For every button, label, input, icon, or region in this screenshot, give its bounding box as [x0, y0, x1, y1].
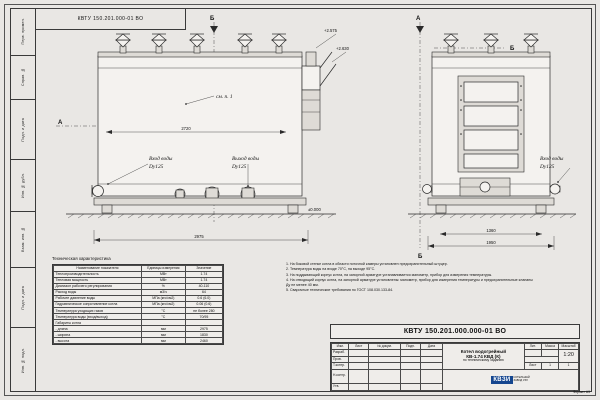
tech-cell: 40-110 [185, 283, 222, 289]
inlet-left-line2: Dy125 [149, 164, 164, 170]
tech-cell: °С [141, 314, 185, 320]
tech-cell: Габариты котла [54, 320, 142, 326]
left-cell-4 [10, 212, 36, 268]
stamp-col-podp: Подп. [401, 344, 421, 350]
tech-cell: 70/95 [185, 314, 222, 320]
stamp-cell [349, 383, 369, 391]
tech-header-2: Значение [185, 266, 222, 272]
note-item: 2. Температура воды на входе 70°С, на выходе 95°С. [286, 267, 376, 272]
top-designation-label: КВТУ 150.201.000-01 ВО [77, 15, 144, 22]
company-logo-icon: КВЗИ [493, 376, 511, 383]
note-item: 5. Сварочные технические требования по ГОСТ 108.030.133-84. [286, 288, 394, 293]
note-item: 4. На отводящий корпус котла, на запорной арматуре установлены: манометр, прибор для измерения температуры и предохранительные клапаны Ду не менее 40 мм. [286, 278, 533, 287]
tech-cell: мм [141, 332, 185, 338]
outlet-left-line2: Dy125 [232, 164, 247, 170]
left-cell-0 [10, 8, 36, 56]
stamp-title-line3: по техническому заданию [462, 358, 504, 363]
tech-table [52, 264, 224, 345]
note-ref-label: см. п. 1 [216, 94, 233, 100]
stamp-role: Т.контр. [332, 363, 349, 369]
elev-top2-label: +2.630 [336, 46, 349, 51]
inlet-left-line1: Вход воды [149, 156, 173, 162]
stamp-cell [369, 383, 401, 391]
note-item: 3. На поддывающий корпус котла, на запорной арматуре устанавливается манометр, прибор для измерения температуры. [286, 272, 493, 277]
section-mark-b-side: Б [418, 254, 423, 260]
left-cell-2 [10, 100, 36, 160]
elev-zero-label: ±0.000 [308, 207, 321, 212]
tech-cell: - ширина [54, 332, 142, 338]
tech-header-1: Единицы измерения [141, 266, 185, 272]
stamp-title-line2: КВ-1.74 КВД (К) [466, 354, 501, 360]
tech-cell: 1.74 [185, 277, 222, 283]
inlet-right-line2: Dy125 [540, 164, 555, 170]
stamp-mass-label: Масса [541, 344, 558, 350]
stamp-sheets-value: 1 [559, 363, 579, 369]
stamp-role: Разраб. [332, 350, 349, 356]
company-logo-cell [443, 369, 579, 390]
tech-cell: Диапазон рабочего регулирования [54, 283, 142, 289]
tech-cell: 1.74 [185, 271, 222, 277]
tech-cell: % [141, 283, 185, 289]
dim-front-bottom-label: 2975 [194, 234, 204, 239]
designation-box [330, 324, 580, 339]
tech-cell: МПа (кгс/см2) [141, 295, 185, 301]
dim-side-outer [428, 236, 554, 250]
tech-cell: °С [141, 308, 185, 314]
tech-cell: мм [141, 326, 185, 332]
title-block-stamp [330, 342, 580, 392]
left-cell-1 [10, 56, 36, 100]
left-cell-label-3: Инв. № дубл. [21, 173, 25, 198]
tech-cell: 0.6 (6.0) [185, 295, 222, 301]
side-top-nozzles [444, 34, 538, 53]
tech-cell: м3/ч [141, 289, 185, 295]
tech-cell: Температура уходящих газов [54, 308, 142, 314]
table-row [54, 338, 223, 344]
section-mark-a-front: А [58, 120, 63, 126]
stamp-col-list: Лист [349, 344, 369, 350]
tech-cell: мм [141, 338, 185, 344]
tech-header-0: Наименование показателя [54, 266, 142, 272]
tech-cell: 0.06 (0.6) [185, 301, 222, 307]
designation-label: КВТУ 150.201.000.000-01 ВО [403, 328, 507, 335]
stamp-scale-label: Масштаб [559, 344, 579, 350]
stamp-lit-label: Лит. [524, 344, 541, 350]
tech-cell: МПа (кгс/см2) [141, 301, 185, 307]
tech-cell: Температура воды (вход/выход) [54, 314, 142, 320]
left-cell-6 [10, 328, 36, 392]
front-inlet-nozzle [92, 185, 104, 197]
tech-cell: 64 [185, 289, 222, 295]
left-cell-label-5: Подп. и дата [21, 285, 25, 310]
outlet-left-line1: Выход воды [232, 156, 260, 162]
company-line2: ЗАВОД УЗЛ [513, 378, 528, 382]
tech-table-title: Техническая характеристика [52, 256, 111, 261]
tech-cell: 1830 [185, 332, 222, 338]
elev-top-label: +2.575 [324, 28, 337, 33]
tech-cell: Теплопроизводительность [54, 271, 142, 277]
stamp-cell [369, 369, 401, 383]
section-mark-a-side: А [416, 16, 421, 22]
stamp-role: Утв. [332, 383, 349, 391]
format-label: Формат А3 [572, 390, 590, 394]
stamp-col-izm: Изм. [332, 344, 349, 350]
section-mark-b-front: Б [210, 16, 215, 22]
stamp-title-line1: Котел водогрейный [460, 349, 507, 355]
dim-front-bottom [94, 230, 308, 244]
tech-cell: Гидравлическое сопротивление котла [54, 301, 142, 307]
stamp-cell [401, 383, 421, 391]
drawing-area [36, 8, 592, 392]
tech-cell: не более 280 [185, 308, 222, 314]
tech-cell: МВт [141, 271, 185, 277]
company-line1: КОТЕЛЬНЫЙ [513, 375, 530, 379]
dim-side-inner-label: 1360 [486, 228, 496, 233]
tech-cell: МВт [141, 277, 185, 283]
front-top-nozzles [116, 34, 286, 53]
inlet-right-line1: Вход воды [540, 156, 564, 162]
tech-cell: - длина [54, 326, 142, 332]
technical-notes [286, 262, 534, 294]
dim-front-top-label: 2720 [181, 126, 191, 131]
stamp-cell [420, 383, 442, 391]
stamp-sheet-label: Лист [524, 363, 541, 369]
stamp-cell [420, 369, 442, 383]
left-cell-label-4: Взам. инв. № [21, 227, 25, 252]
stamp-role: Пров. [332, 356, 349, 362]
left-cell-3 [10, 160, 36, 212]
dim-side-outer-label: 1950 [486, 240, 496, 245]
stamp-role: Н.контр. [332, 369, 349, 383]
tech-cell: Расход воды [54, 289, 142, 295]
tech-cell: 2460 [185, 338, 222, 344]
left-cell-5 [10, 268, 36, 328]
left-cell-label-0: Перв. примен. [21, 18, 25, 45]
stamp-scale-value: 1:20 [559, 350, 579, 363]
left-cell-label-1: Справ. № [21, 68, 25, 87]
stamp-col-data: Дата [420, 344, 442, 350]
left-cell-label-2: Подп. и дата [21, 117, 25, 142]
left-cell-label-6: Инв. № подл. [21, 347, 25, 373]
note-item: 1. На боковой стенке котла в области поточной камеры установлен предохранительный штуцер. [286, 262, 448, 266]
tech-cell: Тепловая мощность [54, 277, 142, 283]
side-inlet-nozzle [550, 184, 560, 194]
tech-cell: - высота [54, 338, 142, 344]
stamp-cell [349, 369, 369, 383]
dim-side-inner [440, 228, 542, 236]
tech-cell: Рабочее давление воды [54, 295, 142, 301]
left-stamp-column [10, 8, 36, 392]
side-mark-b: Б [510, 46, 515, 52]
stamp-sheet-value: 1 [541, 363, 558, 369]
stamp-cell [401, 369, 421, 383]
tech-cell: 2975 [185, 326, 222, 332]
stamp-col-doc: № докум. [369, 344, 401, 350]
